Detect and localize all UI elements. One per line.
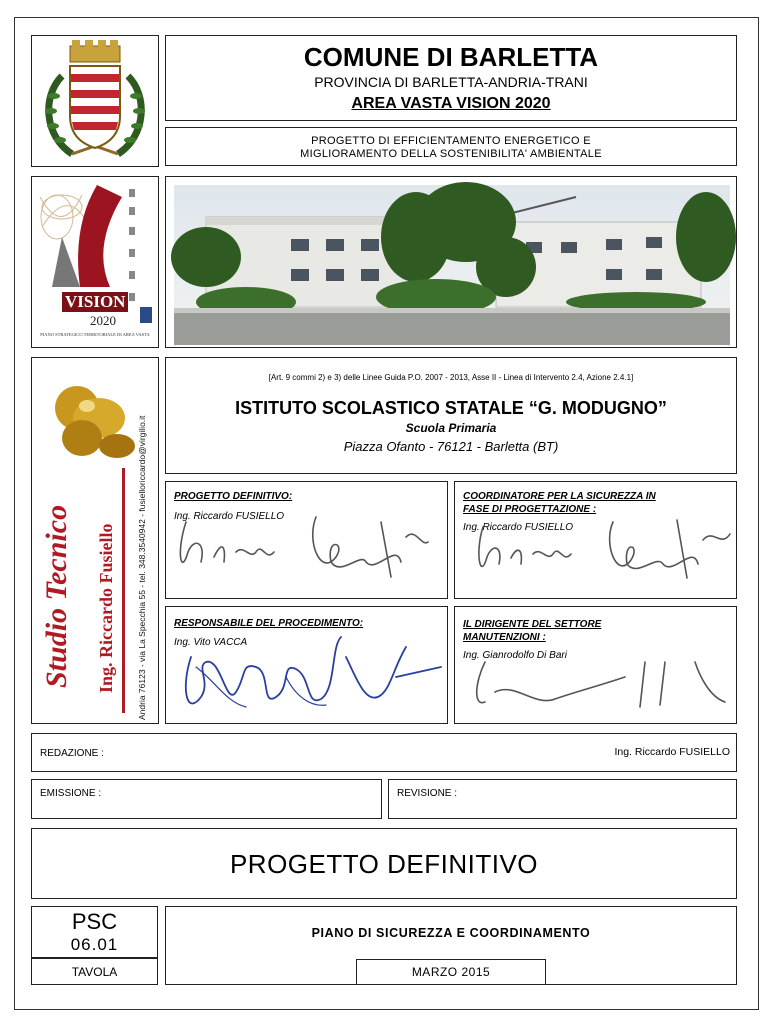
- dirigente-engineer: Ing. Gianrodolfo Di Bari: [463, 650, 567, 661]
- coordinatore-label-1: COORDINATORE PER LA SICUREZZA IN: [463, 491, 656, 502]
- responsabile-engineer: Ing. Vito VACCA: [174, 637, 248, 648]
- studio-name: Studio Tecnico: [40, 504, 73, 688]
- dirigente-label-2: MANUTENZIONI :: [463, 632, 546, 643]
- dirigente-signature: [455, 607, 737, 724]
- document-code-box: [31, 906, 158, 958]
- redazione-row: [31, 733, 737, 772]
- institute-address: Piazza Ofanto - 76121 - Barletta (BT): [343, 439, 559, 454]
- redazione-label: REDAZIONE :: [40, 748, 104, 759]
- progetto-signature: [166, 482, 448, 599]
- school-photo-box: [165, 176, 737, 348]
- phase-title: PROGETTO DEFINITIVO: [229, 849, 539, 879]
- redazione-value: Ing. Riccardo FUSIELLO: [614, 746, 730, 758]
- studio-engineer: Ing. Riccardo Fusiello: [96, 523, 116, 693]
- school-type: Scuola Primaria: [405, 421, 497, 435]
- responsabile-signature: [166, 607, 448, 724]
- province-subtitle: PROVINCIA DI BARLETTA-ANDRIA-TRANI: [314, 74, 588, 90]
- revisione-label: REVISIONE :: [397, 788, 458, 799]
- date-cell: [356, 959, 546, 985]
- institute-box: [165, 357, 737, 474]
- institute-name: ISTITUTO SCOLASTICO STATALE “G. MODUGNO”: [235, 398, 667, 418]
- vision-word: VISION: [62, 292, 128, 312]
- responsabile-label: RESPONSABILE DEL PROCEDIMENTO:: [174, 618, 364, 629]
- vision-year: 2020: [90, 313, 116, 328]
- coordinatore-label-2: FASE DI PROGETTAZIONE :: [463, 504, 597, 515]
- project-line-1: PROGETTO DI EFFICIENTAMENTO ENERGETICO E: [311, 135, 591, 147]
- signature-box-coordinatore: [454, 481, 737, 599]
- project-description-box: [165, 127, 737, 166]
- vision-logo-box: [31, 176, 159, 348]
- project-line-2: MIGLIORAMENTO DELLA SOSTENIBILITA' AMBIENTALE: [300, 148, 602, 160]
- coordinatore-signature: [455, 482, 737, 599]
- revisione-box: [388, 779, 737, 819]
- city-title: COMUNE DI BARLETTA: [303, 42, 599, 72]
- document-title: PIANO DI SICUREZZA E COORDINAMENTO: [311, 926, 591, 940]
- vision-caption: PIANO STRATEGICO TERRITORIALE DI AREA VASTA: [40, 332, 150, 337]
- phase-box: [31, 828, 737, 899]
- header-title-box: [165, 35, 737, 121]
- progetto-label: PROGETTO DEFINITIVO:: [174, 491, 293, 502]
- coat-of-arms-box: [31, 35, 159, 167]
- signature-box-responsabile: [165, 606, 448, 724]
- tavola-box: [31, 958, 158, 985]
- document-code: PSC: [71, 909, 118, 934]
- studio-contact: Andria 76123 - via La Specchia 55 - tel. 348.3540942 - fusielloriccardo@virgilio.it: [137, 415, 147, 720]
- signature-box-progetto: [165, 481, 448, 599]
- dirigente-label-1: IL DIRIGENTE DEL SETTORE: [463, 619, 602, 630]
- coordinatore-engineer: Ing. Riccardo FUSIELLO: [463, 522, 574, 533]
- school-building-photo: [166, 177, 736, 347]
- studio-red-rule: [122, 468, 125, 713]
- legal-reference: [Art. 9 commi 2) e 3) delle Linee Guida P.O. 2007 - 2013, Asse II - Linea di Intervento 2.4, Azione 2.4.1]: [268, 373, 634, 382]
- signature-box-dirigente: [454, 606, 737, 724]
- progetto-engineer: Ing. Riccardo FUSIELLO: [174, 511, 285, 522]
- tavola-label: TAVOLA: [71, 965, 118, 979]
- studio-tecnico-box: [31, 357, 159, 724]
- document-date: MARZO 2015: [411, 965, 491, 979]
- emissione-label: EMISSIONE :: [40, 788, 102, 799]
- coat-of-arms-emblem: [32, 36, 158, 166]
- emissione-box: [31, 779, 382, 819]
- document-title-box: [165, 906, 737, 985]
- program-title: AREA VASTA VISION 2020: [351, 95, 551, 112]
- document-number: 06.01: [70, 935, 119, 954]
